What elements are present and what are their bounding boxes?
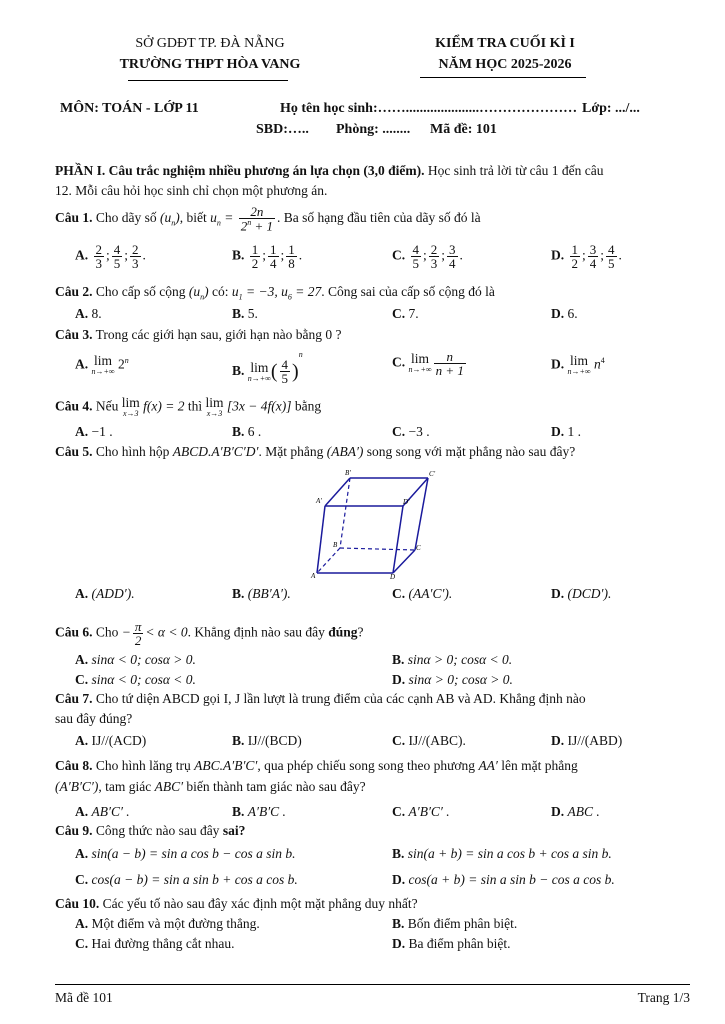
- q6-option-d[interactable]: D. sinα > 0; cosα > 0.: [392, 672, 513, 687]
- q7-option-c[interactable]: C. IJ//(ABC).: [392, 733, 466, 748]
- class-field: Lớp: .../...: [582, 101, 640, 116]
- question-8-line2: (A′B′C′), tam giác ABC′ biến thành tam giác nào sau đây?: [55, 779, 366, 794]
- sbd-field: SBD:…..: [256, 122, 309, 137]
- q8-option-d[interactable]: D. ABC .: [551, 804, 600, 819]
- subject: MÔN: TOÁN - LỚP 11: [60, 101, 199, 116]
- room-field: Phòng: ........: [336, 122, 411, 137]
- q4-option-c[interactable]: C. −3 .: [392, 424, 430, 439]
- part1-heading: [55, 163, 695, 179]
- question-9: Câu 9. Công thức nào sau đây sai?: [55, 823, 246, 838]
- question-8: Câu 8. Cho hình lăng trụ ABC.A′B′C′, qua phép chiếu song song theo phương AA′ lên mặt phẳng: [55, 758, 578, 773]
- q1-text1: Cho dãy số: [95, 209, 157, 225]
- question-3: Câu 3. Trong các giới hạn sau, giới hạn nào bằng 0 ?: [55, 327, 342, 342]
- q8-option-b[interactable]: B. A′B′C .: [232, 804, 286, 819]
- q2-option-d[interactable]: D. 6.: [551, 306, 578, 321]
- question-7: Câu 7. Cho tứ diện ABCD gọi I, J lần lượt là trung điểm của các cạnh AB và AD. Khẳng định nào: [55, 691, 586, 706]
- q1-option-c[interactable]: C. $\frac{4}{5}$ ; $\frac{2}{3}$ ; $\frac{3}{4}$ .: [392, 242, 463, 271]
- q1-label: Câu 1.: [55, 209, 93, 225]
- q5-option-c[interactable]: C. (AA′C′).: [392, 586, 453, 601]
- q10-option-a[interactable]: A. Một điểm và một đường thẳng.: [75, 916, 260, 931]
- question-10: Câu 10. Các yếu tố nào sau đây xác định một mặt phẳng duy nhất?: [55, 896, 418, 911]
- label-c: C: [416, 544, 421, 552]
- footer-page: Trang 1/3: [637, 990, 690, 1005]
- label-b-prime: B′: [345, 469, 351, 477]
- q9-option-a[interactable]: A. sin(a − b) = sin a cos b − cos a sin b.: [75, 846, 296, 861]
- q7-option-d[interactable]: D. IJ//(ABD): [551, 733, 623, 748]
- question-6: Câu 6. Cho − $\frac{\pi}{2}$ < α < 0. Khẳng định nào sau đây đúng?: [55, 619, 364, 648]
- exam-code: Mã đề: 101: [430, 122, 497, 137]
- label-d: D: [390, 573, 396, 580]
- q2-option-a[interactable]: A. 8.: [75, 306, 102, 321]
- q1-text2: , biết: [179, 209, 207, 225]
- q5-option-d[interactable]: D. (DCD′).: [551, 586, 612, 601]
- q5-option-a[interactable]: A. (ADD′).: [75, 586, 135, 601]
- label-b: B: [333, 541, 338, 549]
- q6-option-a[interactable]: A. sinα < 0; cosα > 0.: [75, 652, 196, 667]
- part1-desc2: 12. Mỗi câu hỏi học sinh chỉ chọn một phương án.: [55, 183, 328, 198]
- q8-option-c[interactable]: C. A′B′C′ .: [392, 804, 450, 819]
- footer-code: Mã đề 101: [55, 990, 113, 1005]
- q8-option-a[interactable]: A. AB′C′ .: [75, 804, 130, 819]
- part1-desc1: Học sinh trả lời từ câu 1 đến câu: [424, 163, 604, 178]
- question-5: Câu 5. Cho hình hộp ABCD.A′B′C′D′. Mặt phẳng (ABA′) song song với mặt phẳng nào sau đây?: [55, 444, 576, 459]
- q5-option-b[interactable]: B. (BB′A′).: [232, 586, 291, 601]
- question-1: Câu 1. Cho dãy số $(u_n)$, biết $u_n$ = $\frac{2n}{2^n + 1}$ . Ba số hạng đầu tiên của dãy số đó là: [55, 204, 481, 234]
- year-underline: [420, 77, 586, 78]
- q7-option-a[interactable]: A. IJ//(ACD): [75, 733, 147, 748]
- q4-option-a[interactable]: A. −1 .: [75, 424, 113, 439]
- q1-option-a[interactable]: A. $\frac{2}{3}$ ; $\frac{4}{5}$ ; $\frac{2}{3}$ .: [75, 242, 146, 271]
- exam-title: KIỂM TRA CUỐI KÌ I: [435, 36, 575, 51]
- q10-option-c[interactable]: C. Hai đường thẳng cắt nhau.: [75, 936, 235, 951]
- q9-option-b[interactable]: B. sin(a + b) = sin a cos b + cos a sin b.: [392, 846, 612, 861]
- q7-text2: sau đây đúng?: [55, 711, 133, 726]
- q6-option-c[interactable]: C. sinα < 0; cosα < 0.: [75, 672, 196, 687]
- q2-option-b[interactable]: B. 5.: [232, 306, 258, 321]
- q4-option-b[interactable]: B. 6 .: [232, 424, 262, 439]
- q9-option-c[interactable]: C. cos(a − b) = sin a sin b + cos a cos b.: [75, 872, 298, 887]
- label-c-prime: C′: [429, 470, 436, 478]
- school-name: TRƯỜNG THPT HÒA VANG: [119, 57, 301, 72]
- parallelepiped-figure: [305, 468, 445, 580]
- q10-option-d[interactable]: D. Ba điểm phân biệt.: [392, 936, 511, 951]
- q1-text3: . Ba số hạng đầu tiên của dãy số đó là: [277, 209, 481, 225]
- q3-option-c[interactable]: C. lim n→+∞ $\frac{n}{n + 1}$: [392, 349, 464, 378]
- exam-year: NĂM HỌC 2025-2026: [438, 57, 572, 72]
- q7-option-b[interactable]: B. IJ//(BCD): [232, 733, 302, 748]
- part1-title: PHẦN I. Câu trắc nghiệm nhiều phương án lựa chọn (3,0 điểm).: [55, 163, 425, 178]
- label-a-prime: A′: [316, 497, 322, 505]
- q10-option-b[interactable]: B. Bốn điểm phân biệt.: [392, 916, 518, 931]
- label-a: A: [311, 572, 316, 580]
- q1-option-b[interactable]: B. $\frac{1}{2}$ ; $\frac{1}{4}$ ; $\frac{1}{8}$ .: [232, 242, 303, 271]
- footer-rule: [55, 984, 690, 985]
- school-underline: [128, 80, 288, 81]
- q9-option-d[interactable]: D. cos(a + b) = sin a sin b − cos a cos b.: [392, 872, 615, 887]
- label-d-prime: D′: [403, 498, 410, 506]
- question-4: Câu 4. Nếu lim x→3 f(x) = 2 thì lim x→3 [3x − 4f(x)] bằng: [55, 395, 322, 419]
- dept-name: SỞ GDĐT TP. ĐÀ NẴNG: [135, 36, 285, 51]
- q3-option-a[interactable]: A. lim n→+∞ 2$^n$: [75, 353, 129, 377]
- q3-option-b[interactable]: B. lim n→+∞ ( $\frac{4}{5}$ )$^n$: [232, 350, 303, 387]
- question-2: Câu 2. Cho cấp số cộng $(u_n)$ có: $u_1 = -3$, $u_6 = 27$. Công sai của cấp số cộng đó là: [55, 284, 495, 302]
- q6-option-b[interactable]: B. sinα > 0; cosα < 0.: [392, 652, 513, 667]
- q1-option-d[interactable]: D. $\frac{1}{2}$ ; $\frac{3}{4}$ ; $\frac{4}{5}$ .: [551, 242, 622, 271]
- q2-option-c[interactable]: C. 7.: [392, 306, 419, 321]
- q4-option-d[interactable]: D. 1 .: [551, 424, 581, 439]
- student-name-field: Họ tên học sinh:…….....................…………………: [280, 101, 578, 116]
- q3-option-d[interactable]: D. lim n→+∞ $n^4$: [551, 353, 605, 377]
